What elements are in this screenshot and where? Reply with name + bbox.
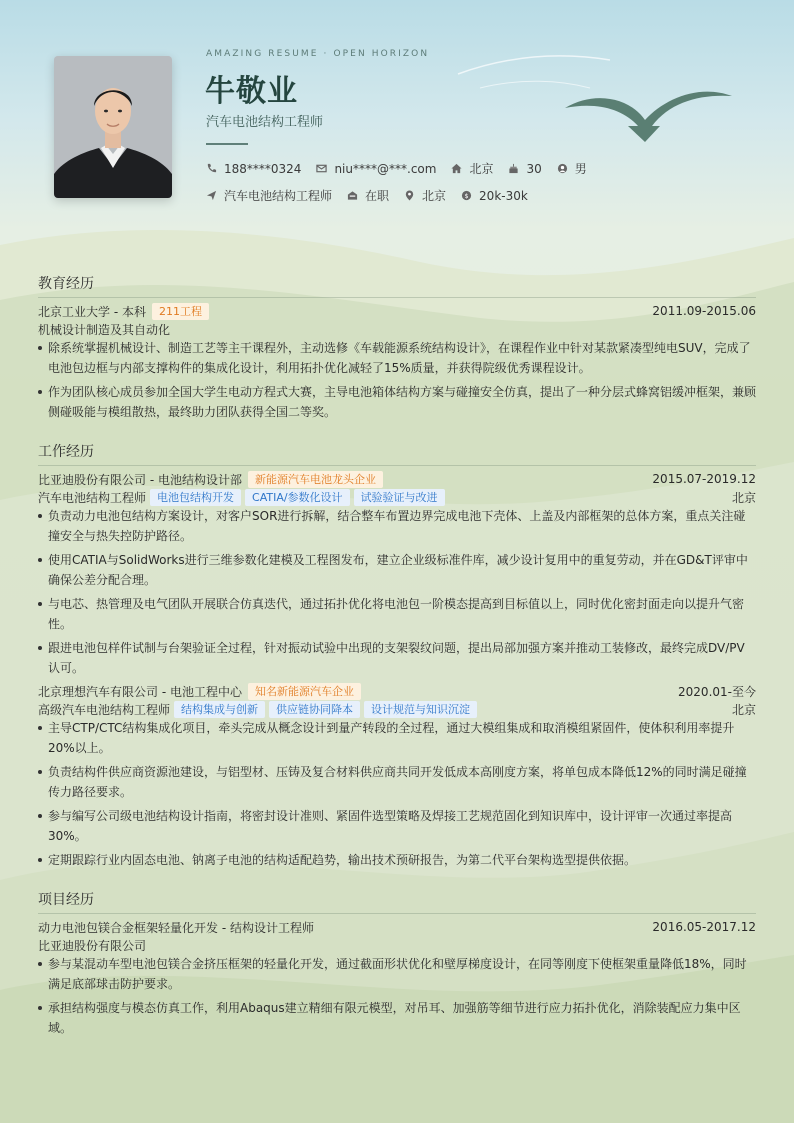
- intent-position-item: [206, 187, 332, 204]
- education-major-line: [38, 320, 756, 338]
- project-bullet: 参与某混动车型电池包镁合金挤压框架的轻量化开发，通过截面形状优化和壁厚梯度设计，在同等刚度下使框架重量降低18%，同时满足底部球击防护要求。: [38, 954, 756, 994]
- gender-item: [557, 160, 587, 177]
- job-tag: 电池包结构开发: [150, 489, 241, 506]
- home-icon: [451, 163, 462, 174]
- job-position: 高级汽车电池结构工程师: [38, 702, 171, 717]
- contact-row: [206, 160, 602, 177]
- job-bullet: 负责结构件供应商资源池建设，与铝型材、压铸及复合材料供应商共同开发低成本高刚度方案，将单包成本降低12%的同时满足碰撞传力路径要求。: [38, 762, 756, 802]
- avatar: [54, 56, 172, 198]
- company-badge: 新能源汽车电池龙头企业: [248, 471, 383, 488]
- salary-icon: [461, 190, 472, 201]
- cake-icon: [508, 163, 519, 174]
- job-tag: 供应链协同降本: [269, 701, 360, 718]
- job-bullet: 定期跟踪行业内固态电池、钠离子电池的结构适配趋势，输出技术预研报告，为第二代平台架构选型提供依据。: [38, 850, 756, 870]
- status-icon: [347, 190, 358, 201]
- job-tag: 试验验证与改进: [354, 489, 445, 506]
- company-badge: 知名新能源汽车企业: [248, 683, 361, 700]
- send-icon: [206, 190, 217, 201]
- job-city: 北京: [731, 490, 756, 505]
- status-item: [347, 187, 389, 204]
- city-item: [451, 160, 493, 177]
- phone-item: [206, 162, 301, 176]
- project-org: 比亚迪股份有限公司: [38, 938, 147, 953]
- gender-icon: [557, 163, 568, 174]
- mail-icon: [316, 163, 327, 174]
- education-section-title: 教育经历: [38, 273, 756, 298]
- school-name: 北京工业大学 - 本科: [38, 304, 146, 319]
- salary-text: 20k-30k: [479, 188, 528, 203]
- education-bullet: 除系统掌握机械设计、制造工艺等主干课程外，主动选修《车载能源系统结构设计》，在课程作业中针对某款紧凑型纯电SUV，完成了电池包边框与内部支撑构件的集成化设计，利用拓扑优化减轻了15%质量，并获得院级优秀课程设计。: [38, 338, 756, 378]
- job-bullet: 主导CTP/CTC结构集成化项目，牵头完成从概念设计到量产转段的全过程，通过大模组集成和取消模组紧固件，使体积利用率提升20%以上。: [38, 718, 756, 758]
- portrait-image: [54, 56, 172, 198]
- age-text: 30: [526, 161, 542, 176]
- salary-item: [461, 189, 528, 203]
- job-date: 2020.01-至今: [678, 684, 756, 699]
- title-underline: [206, 143, 248, 145]
- company-name: 比亚迪股份有限公司 - 电池结构设计部: [38, 472, 242, 487]
- job-position: 汽车电池结构工程师: [38, 490, 147, 505]
- education-date: 2011.09-2015.06: [652, 304, 756, 318]
- job-city: 北京: [731, 702, 756, 717]
- age-item: [508, 162, 541, 176]
- job-bullet: 负责动力电池包结构方案设计，对客户SOR进行拆解，结合整车布置边界完成电池下壳体、上盖及内部框架的总体方案，重点关注碰撞安全与热失控防护路径。: [38, 506, 756, 546]
- job-tag: 结构集成与创新: [174, 701, 265, 718]
- gender-text: 男: [574, 162, 587, 176]
- job-bullet: 使用CATIA与SolidWorks进行三维参数化建模及工程图发布，建立企业级标准件库，减少设计复用中的重复劳动，并在GD&T评审中确保公差分配合理。: [38, 550, 756, 590]
- svg-text:$: $: [464, 191, 469, 200]
- job-date: 2015.07-2019.12: [652, 472, 756, 486]
- education-bullet: 作为团队核心成员参加全国大学生电动方程式大赛，主导电池箱体结构方案与碰撞安全仿真，提出了一种分层式蜂窝铝缓冲框架，兼顾侧碰吸能与模组散热，最终助力团队获得全国二等奖。: [38, 382, 756, 422]
- city-text: 北京: [469, 162, 494, 176]
- email-item: [316, 162, 436, 176]
- location-icon: [404, 190, 415, 201]
- location-text: 北京: [422, 189, 447, 203]
- tagline: AMAZING RESUME · OPEN HORIZON: [206, 49, 430, 59]
- projects-section-title: 项目经历: [38, 889, 756, 914]
- project-bullet: 承担结构强度与模态仿真工作，利用Abaqus建立精细有限元模型，对吊耳、加强筋等细节进行应力拓扑优化，消除装配应力集中区域。: [38, 998, 756, 1038]
- job-header: [38, 470, 756, 488]
- job-position-line: [38, 488, 756, 506]
- project-org-line: [38, 936, 756, 954]
- work-section-title: 工作经历: [38, 441, 756, 466]
- project-name: 动力电池包镁合金框架轻量化开发 - 结构设计工程师: [38, 920, 314, 935]
- job-title: 汽车电池结构工程师: [206, 115, 324, 130]
- project-header: [38, 918, 756, 936]
- job-bullet: 与电芯、热管理及电气团队开展联合仿真迭代，通过拓扑优化将电池包一阶模态提高到目标值以上，同时优化密封面走向以提升气密性。: [38, 594, 756, 634]
- candidate-name: 牛敬业: [205, 74, 298, 109]
- status-text: 在职: [365, 189, 390, 203]
- location-item: [404, 187, 446, 204]
- phone-text: 188****0324: [224, 161, 302, 176]
- phone-icon: [206, 163, 217, 174]
- job-position-line: [38, 700, 756, 718]
- intent-row: [206, 187, 543, 204]
- school-badge: 211工程: [152, 303, 209, 320]
- job-tag: 设计规范与知识沉淀: [364, 701, 477, 718]
- company-name: 北京理想汽车有限公司 - 电池工程中心: [38, 684, 242, 699]
- job-tag: CATIA/参数化设计: [245, 489, 350, 506]
- project-date: 2016.05-2017.12: [652, 920, 756, 934]
- education-major: 机械设计制造及其自动化: [38, 322, 171, 337]
- education-header: [38, 302, 756, 320]
- job-bullet: 跟进电池包样件试制与台架验证全过程，针对振动试验中出现的支架裂纹问题，提出局部加强方案并推动工装修改，最终完成DV/PV认可。: [38, 638, 756, 678]
- email-text: niu****@***.com: [334, 161, 437, 176]
- job-bullet: 参与编写公司级电池结构设计指南，将密封设计准则、紧固件选型策略及焊接工艺规范固化到知识库中，设计评审一次通过率提高30%。: [38, 806, 756, 846]
- job-header: [38, 682, 756, 700]
- intent-position-text: 汽车电池结构工程师: [224, 189, 333, 203]
